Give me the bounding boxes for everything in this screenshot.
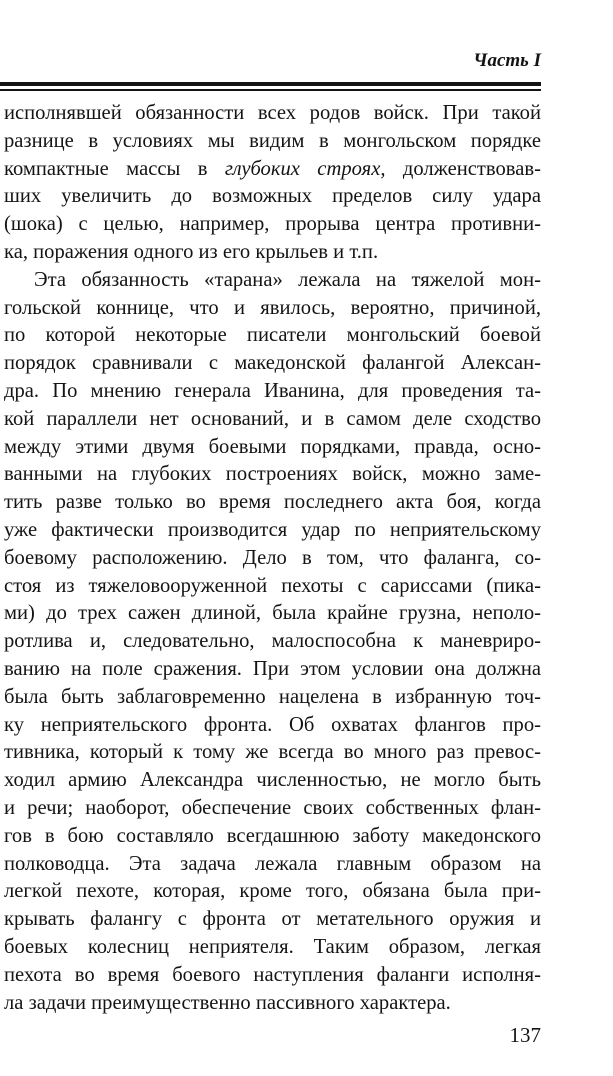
text-line: кой параллели нет оснований, и в самом деле сходство [4, 407, 541, 430]
text-line: ротлива и, следовательно, малоспособна к маневриро- [4, 630, 541, 653]
text-line: ванными на глубоких построениях войск, можно заме- [4, 463, 541, 486]
text-line: полководца. Эта задача лежала главным образом на [4, 852, 541, 875]
italic-phrase: глубоких строях, [224, 157, 386, 180]
text-line: ших увеличить до возможных пределов силу удара [4, 185, 541, 208]
text-line: и речи; наоборот, обеспечение своих собственных флан- [4, 796, 541, 819]
text-line: боевых колесниц неприятеля. Таким образом, легкая [4, 935, 541, 958]
text-line: ми) до трех сажен длиной, была крайне грузна, неполо- [4, 602, 541, 625]
text-line: порядок сравнивали с македонской фалангой Алексан- [4, 352, 541, 375]
header-rule-thick [0, 82, 541, 86]
text-line: ку неприятельского фронта. Об охватах флангов про- [4, 713, 541, 736]
text-line: стоя из тяжеловооруженной пехоты с сариссами (пика- [4, 574, 541, 597]
paragraph [4, 267, 541, 1018]
text-line: ходил армию Александра численностью, не могло быть [4, 769, 541, 792]
text-line: по которой некоторые писатели монгольский боевой [4, 324, 541, 347]
text-line: разнице в условиях мы видим в монгольском порядке [4, 129, 541, 152]
header-rule-thin [0, 89, 541, 91]
text-line: крывать фалангу с фронта от метательного оружия и [4, 908, 541, 931]
text-line: ка, поражения одного из его крыльев и т.п. [4, 240, 379, 263]
text-segment: долженствовав- [385, 157, 541, 180]
text-line: (шока) с целью, например, прорыва центра противни- [4, 213, 541, 236]
text-line: тивника, который к тому же всегда во много раз превос- [4, 741, 541, 764]
text-line: дра. По мнению генерала Иванина, для проведения та- [4, 379, 541, 402]
text-line: гольской коннице, что и явилось, вероятно, причиной, [4, 296, 541, 319]
text-line: была быть заблаговременно нацелена в избранную точ- [4, 685, 541, 708]
page-number: 137 [509, 1023, 541, 1047]
body-text [4, 100, 541, 1017]
text-line: боевому расположению. Дело в том, что фаланга, со- [4, 546, 541, 569]
text-line: легкой пехоте, которая, кроме того, обязана была при- [4, 880, 541, 903]
text-line [4, 156, 541, 184]
text-segment: компактные массы в [4, 157, 225, 180]
text-line: ванию на поле сражения. При этом условии она должна [4, 657, 541, 680]
text-line: Эта обязанность «тарана» лежала на тяжелой мон- [34, 268, 541, 291]
text-line: ла задачи преимущественно пассивного характера. [4, 991, 451, 1014]
text-line: уже фактически производится удар по неприятельскому [4, 518, 541, 541]
text-line: пехота во время боевого наступления фаланги исполня- [4, 963, 541, 986]
text-line: между этими двумя боевыми порядками, правда, осно- [4, 435, 541, 458]
paragraph [4, 100, 541, 267]
text-line: тить разве только во время последнего акта боя, когда [4, 491, 541, 514]
text-line: гов в бою составляло всегдашнюю заботу македонского [4, 824, 541, 847]
text-line: исполнявшей обязанности всех родов войск. При такой [4, 102, 541, 124]
running-head: Часть I [473, 50, 541, 71]
